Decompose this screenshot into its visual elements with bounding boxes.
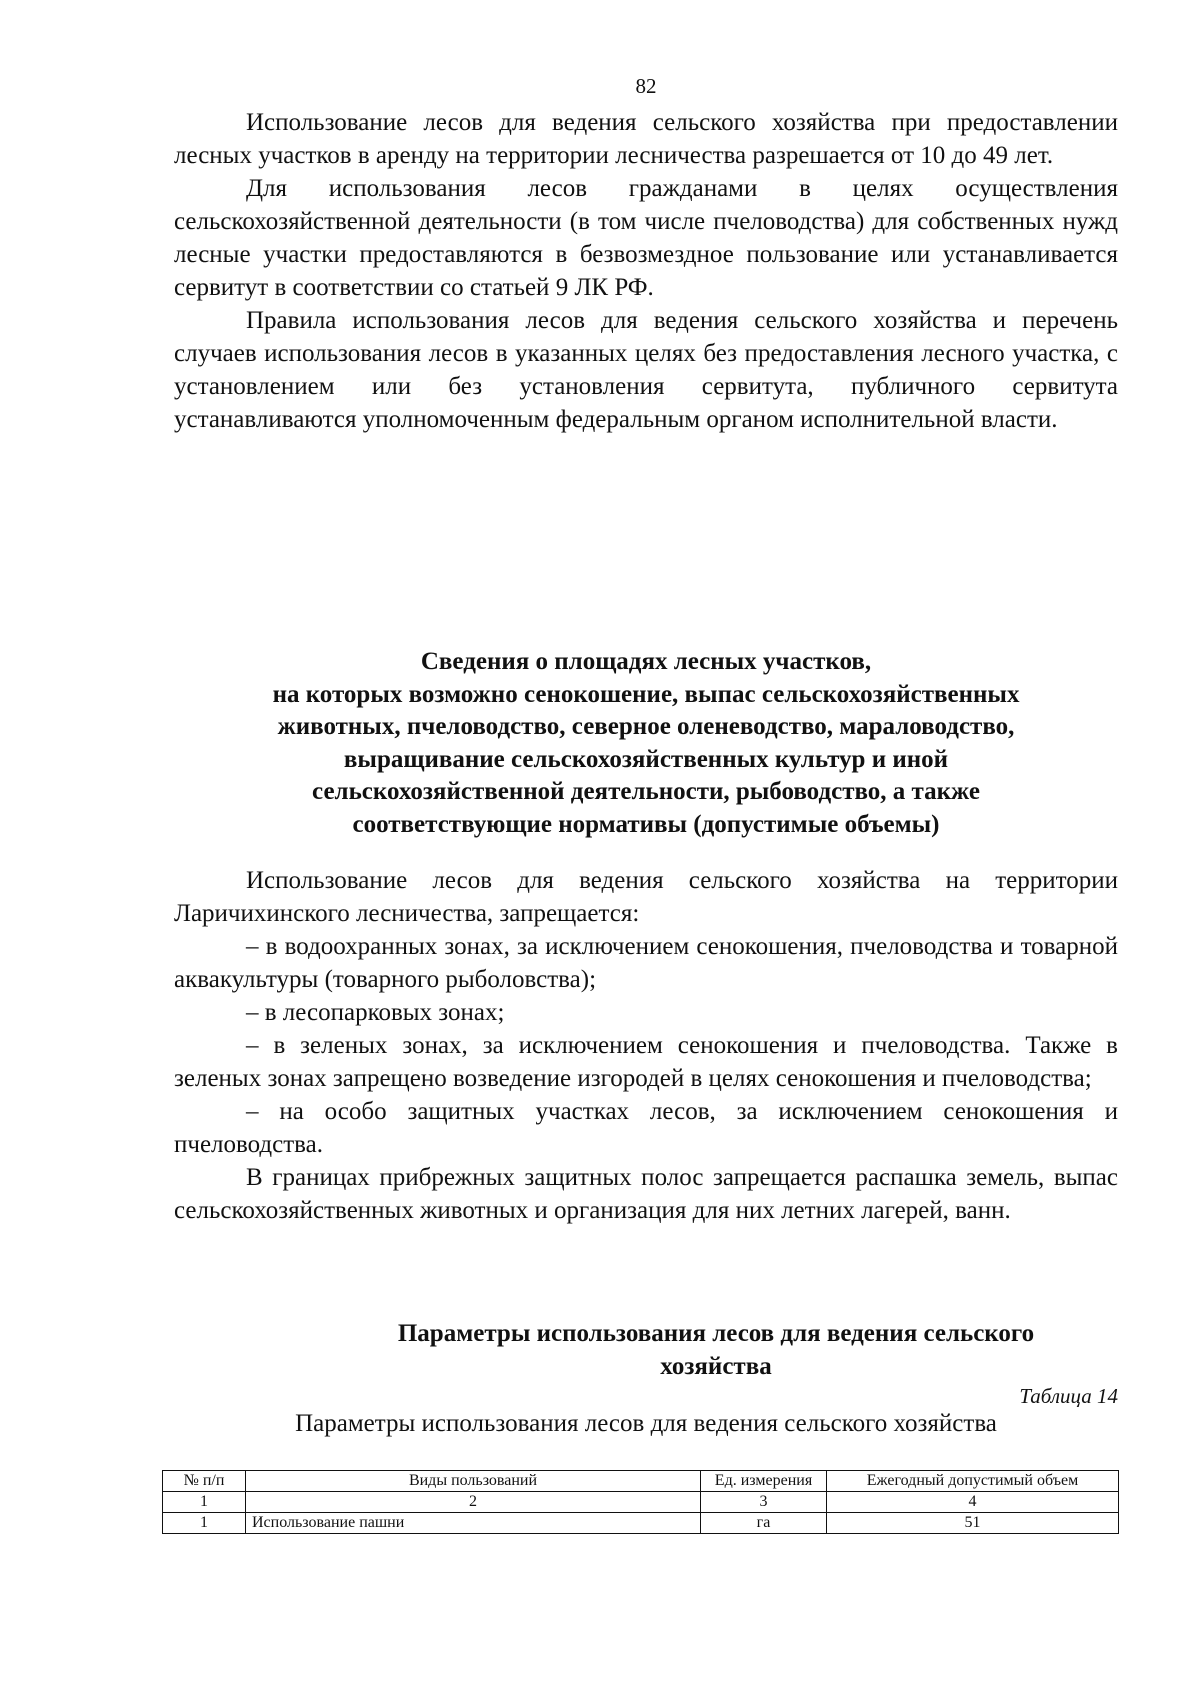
table-row (163, 1513, 1119, 1534)
page-number: 82 (635, 74, 657, 98)
list-item: – в лесопарковых зонах; (246, 999, 505, 1026)
table-numbering-row (163, 1492, 1119, 1513)
header-cell: Ежегодный допустимый объем (827, 1471, 1119, 1492)
intro-text-block (174, 106, 1118, 436)
header-cell: Ед. измерения (701, 1471, 827, 1492)
params-table (162, 1470, 1119, 1534)
heading-line: Сведения о площадях лесных участков, (420, 648, 872, 675)
table-header-row (163, 1471, 1119, 1492)
list-item: – в водоохранных зонах, за исключением сенокошения, пчеловодства и товарной аквакультуры (товарного рыболовства); (174, 933, 1118, 993)
heading-line: соответствующие нормативы (допустимые объемы) (352, 810, 940, 838)
paragraph: Использование лесов для ведения сельского хозяйства при предоставлении лесных участков в аренду на территории лесничества разрешается от 10 до 49 лет. (174, 109, 1118, 169)
heading-line: выращивание сельскохозяйственных культур и иной (343, 745, 949, 773)
list-item: – в зеленых зонах, за исключением сенокошения и пчеловодства. Также в зеленых зонах запрещено возведение изгородей в целях сенокошения и пчеловодства; (174, 1032, 1118, 1092)
table-caption: Таблица 14 (1019, 1384, 1118, 1408)
heading-line: на которых возможно сенокошение, выпас сельскохозяйственных (272, 680, 1020, 708)
table-cell: 1 (163, 1492, 246, 1513)
table-title: Параметры использования лесов для ведения сельского хозяйства (295, 1410, 997, 1437)
paragraph: Правила использования лесов для ведения сельского хозяйства и перечень случаев использования лесов в указанных целях без предоставления лесного участка, с установлением или без установления сервитута, публичного сервитута устанавливаются уполномоченным федеральным органом исполнительной власти. (174, 307, 1118, 433)
table-cell: 3 (701, 1492, 827, 1513)
heading-line: животных, пчеловодство, северное оленеводство, мараловодство, (277, 713, 1015, 740)
table-cell: 2 (246, 1492, 701, 1513)
heading-line: Параметры использования лесов для ведения сельского (397, 1320, 1035, 1347)
table-cell: га (701, 1513, 827, 1534)
section-heading (174, 646, 1118, 841)
heading-line: хозяйства (660, 1352, 772, 1380)
header-cell: № п/п (163, 1471, 246, 1492)
paragraph: Для использования лесов гражданами в целях осуществления сельскохозяйственной деятельности (в том числе пчеловодства) для собственных нужд лесные участки предоставляются в безвозмездное пользование или устанавливается сервитут в соответствии со статьей 9 ЛК РФ. (174, 175, 1118, 301)
table-cell: 4 (827, 1492, 1119, 1513)
table-cell: 51 (827, 1513, 1119, 1534)
table-cell: 1 (163, 1513, 246, 1534)
header-cell: Виды пользований (246, 1471, 701, 1492)
table-cell: Использование пашни (246, 1513, 701, 1534)
heading-line: сельскохозяйственной деятельности, рыбоводство, а также (312, 778, 980, 805)
list-item: – на особо защитных участках лесов, за исключением сенокошения и пчеловодства. (174, 1098, 1118, 1158)
restrictions-text-block (174, 864, 1118, 1227)
params-heading (314, 1318, 1118, 1383)
paragraph: В границах прибрежных защитных полос запрещается распашка земель, выпас сельскохозяйственных животных и организация для них летних лагерей, ванн. (174, 1164, 1118, 1224)
paragraph: Использование лесов для ведения сельского хозяйства на территории Ларичихинского лесничества, запрещается: (174, 867, 1118, 927)
